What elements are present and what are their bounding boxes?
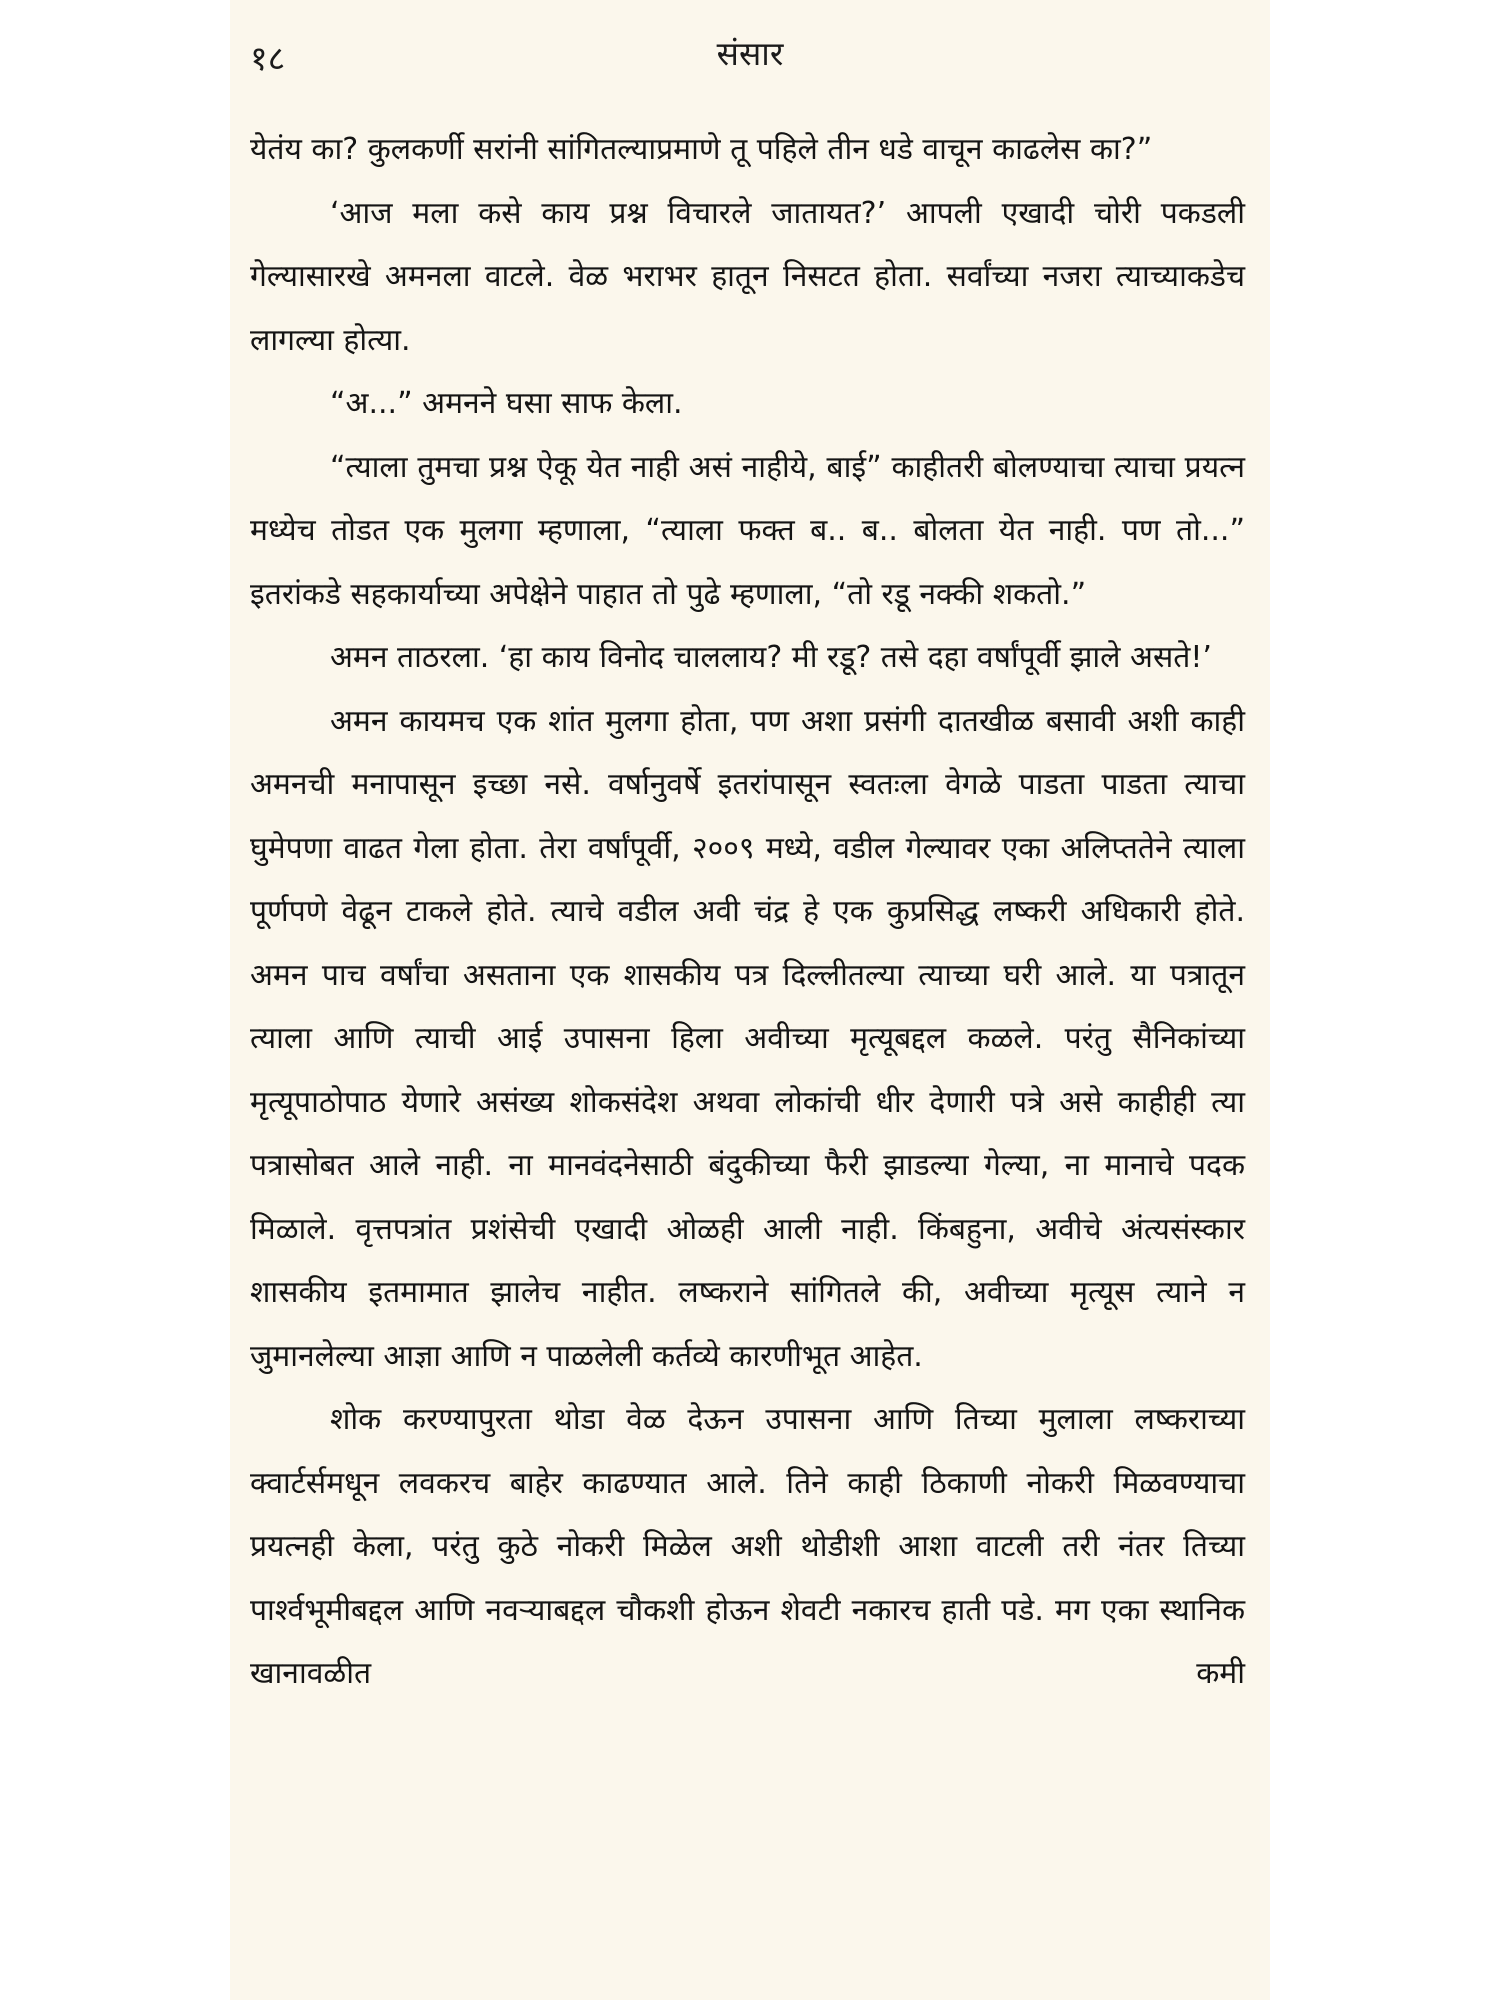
paragraph: अमन ताठरला. ‘हा काय विनोद चाललाय? मी रडू? तसे दहा वर्षांपूर्वी झाले असते!’ (330, 640, 1212, 675)
page-number: १८ (250, 39, 286, 79)
paragraph: “अ...” अमनने घसा साफ केला. (330, 386, 683, 421)
body-text (250, 118, 1245, 1706)
paragraph-continued: येतंय का? कुलकर्णी सरांनी सांगितल्याप्रमाणे तू पहिले तीन धडे वाचून काढलेस का?” (250, 132, 1153, 167)
paragraph-continues: शोक करण्यापुरता थोडा वेळ देऊन उपासना आणि तिच्या मुलाला लष्कराच्या क्वार्टर्समधून लवकरच बाहेर काढण्यात आले. तिने काही ठिकाणी नोकरी मिळवण्याचा प्रयत्नही केला, परंतु कुठे नोकरी मिळेल अशी थोडीशी आशा वाटली तरी नंतर तिच्या पार्श्वभूमीबद्दल आणि नवऱ्याबद्दल चौकशी होऊन शेवटी नकारच हाती पडे. मग एका स्थानिक खानावळीत कमी (250, 1402, 1245, 1691)
book-page (230, 0, 1270, 2000)
running-title: संसार (716, 34, 784, 73)
paragraph: “त्याला तुमचा प्रश्न ऐकू येत नाही असं नाहीये, बाई” काहीतरी बोलण्याचा त्याचा प्रयत्न मध्येच तोडत एक मुलगा म्हणाला, “त्याला फक्त ब.. ब.. बोलता येत नाही. पण तो...” इतरांकडे सहकार्याच्या अपेक्षेने पाहात तो पुढे म्हणाला, “तो रडू नक्की शकतो.” (250, 449, 1245, 612)
page-header (250, 22, 1250, 82)
paragraph: ‘आज मला कसे काय प्रश्न विचारले जातायत?’ आपली एखादी चोरी पकडली गेल्यासारखे अमनला वाटले. वेळ भराभर हातून निसटत होता. सर्वांच्या नजरा त्याच्याकडेच लागल्या होत्या. (250, 195, 1245, 358)
paragraph: अमन कायमच एक शांत मुलगा होता, पण अशा प्रसंगी दातखीळ बसावी अशी काही अमनची मनापासून इच्छा नसे. वर्षानुवर्षे इतरांपासून स्वतःला वेगळे पाडता पाडता त्याचा घुमेपणा वाढत गेला होता. तेरा वर्षांपूर्वी, २००९ मध्ये, वडील गेल्यावर एका अलिप्ततेने त्याला पूर्णपणे वेढून टाकले होते. त्याचे वडील अवी चंद्र हे एक कुप्रसिद्ध लष्करी अधिकारी होते. अमन पाच वर्षांचा असताना एक शासकीय पत्र दिल्लीतल्या त्याच्या घरी आले. या पत्रातून त्याला आणि त्याची आई उपासना हिला अवीच्या मृत्यूबद्दल कळले. परंतु सैनिकांच्या मृत्यूपाठोपाठ येणारे असंख्य शोकसंदेश अथवा लोकांची धीर देणारी पत्रे असे काहीही त्या पत्रासोबत आले नाही. ना मानवंदनेसाठी बंदुकीच्या फैरी झाडल्या गेल्या, ना मानाचे पदक मिळाले. वृत्तपत्रांत प्रशंसेची एखादी ओळही आली नाही. किंबहुना, अवीचे अंत्यसंस्कार शासकीय इतमामात झालेच नाहीत. लष्कराने सांगितले की, अवीच्या मृत्यूस त्याने न जुमानलेल्या आज्ञा आणि न पाळलेली कर्तव्ये कारणीभूत आहेत. (250, 703, 1245, 1374)
